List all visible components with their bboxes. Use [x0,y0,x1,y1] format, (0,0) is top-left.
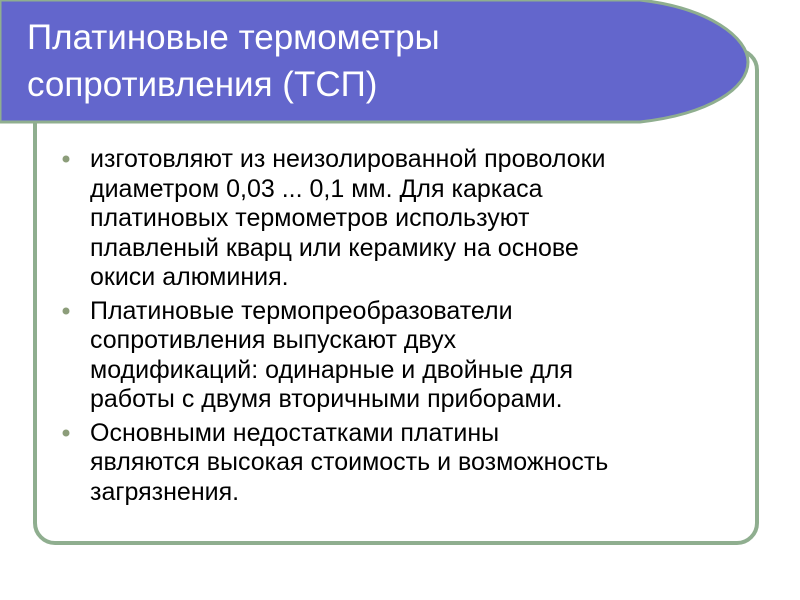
bullet-item [60,145,750,293]
bullet-item [60,297,750,415]
bullet-dot-icon [61,426,71,440]
slide-title: Платиновые термометры сопротивления (ТСП) [27,18,440,104]
bullet-text: Платиновые термопреобразователи сопротивления выпускают двух модификаций: одинарные и двойные для работы с двумя вторичными приборами. [90,296,574,413]
bullet-list [60,145,750,511]
bullet-text: Основными недостатками платины являются высокая стоимость и возможность загрязнения. [90,418,609,506]
bullet-dot-icon [61,152,71,166]
bullet-item [60,419,750,508]
bullet-text: изготовляют из неизолированной проволоки диаметром 0,03 ... 0,1 мм. Для каркаса платиновых термометров используют плавленый кварц или керамику на основе окиси алюминия. [90,145,606,291]
bullet-dot-icon [61,304,71,318]
